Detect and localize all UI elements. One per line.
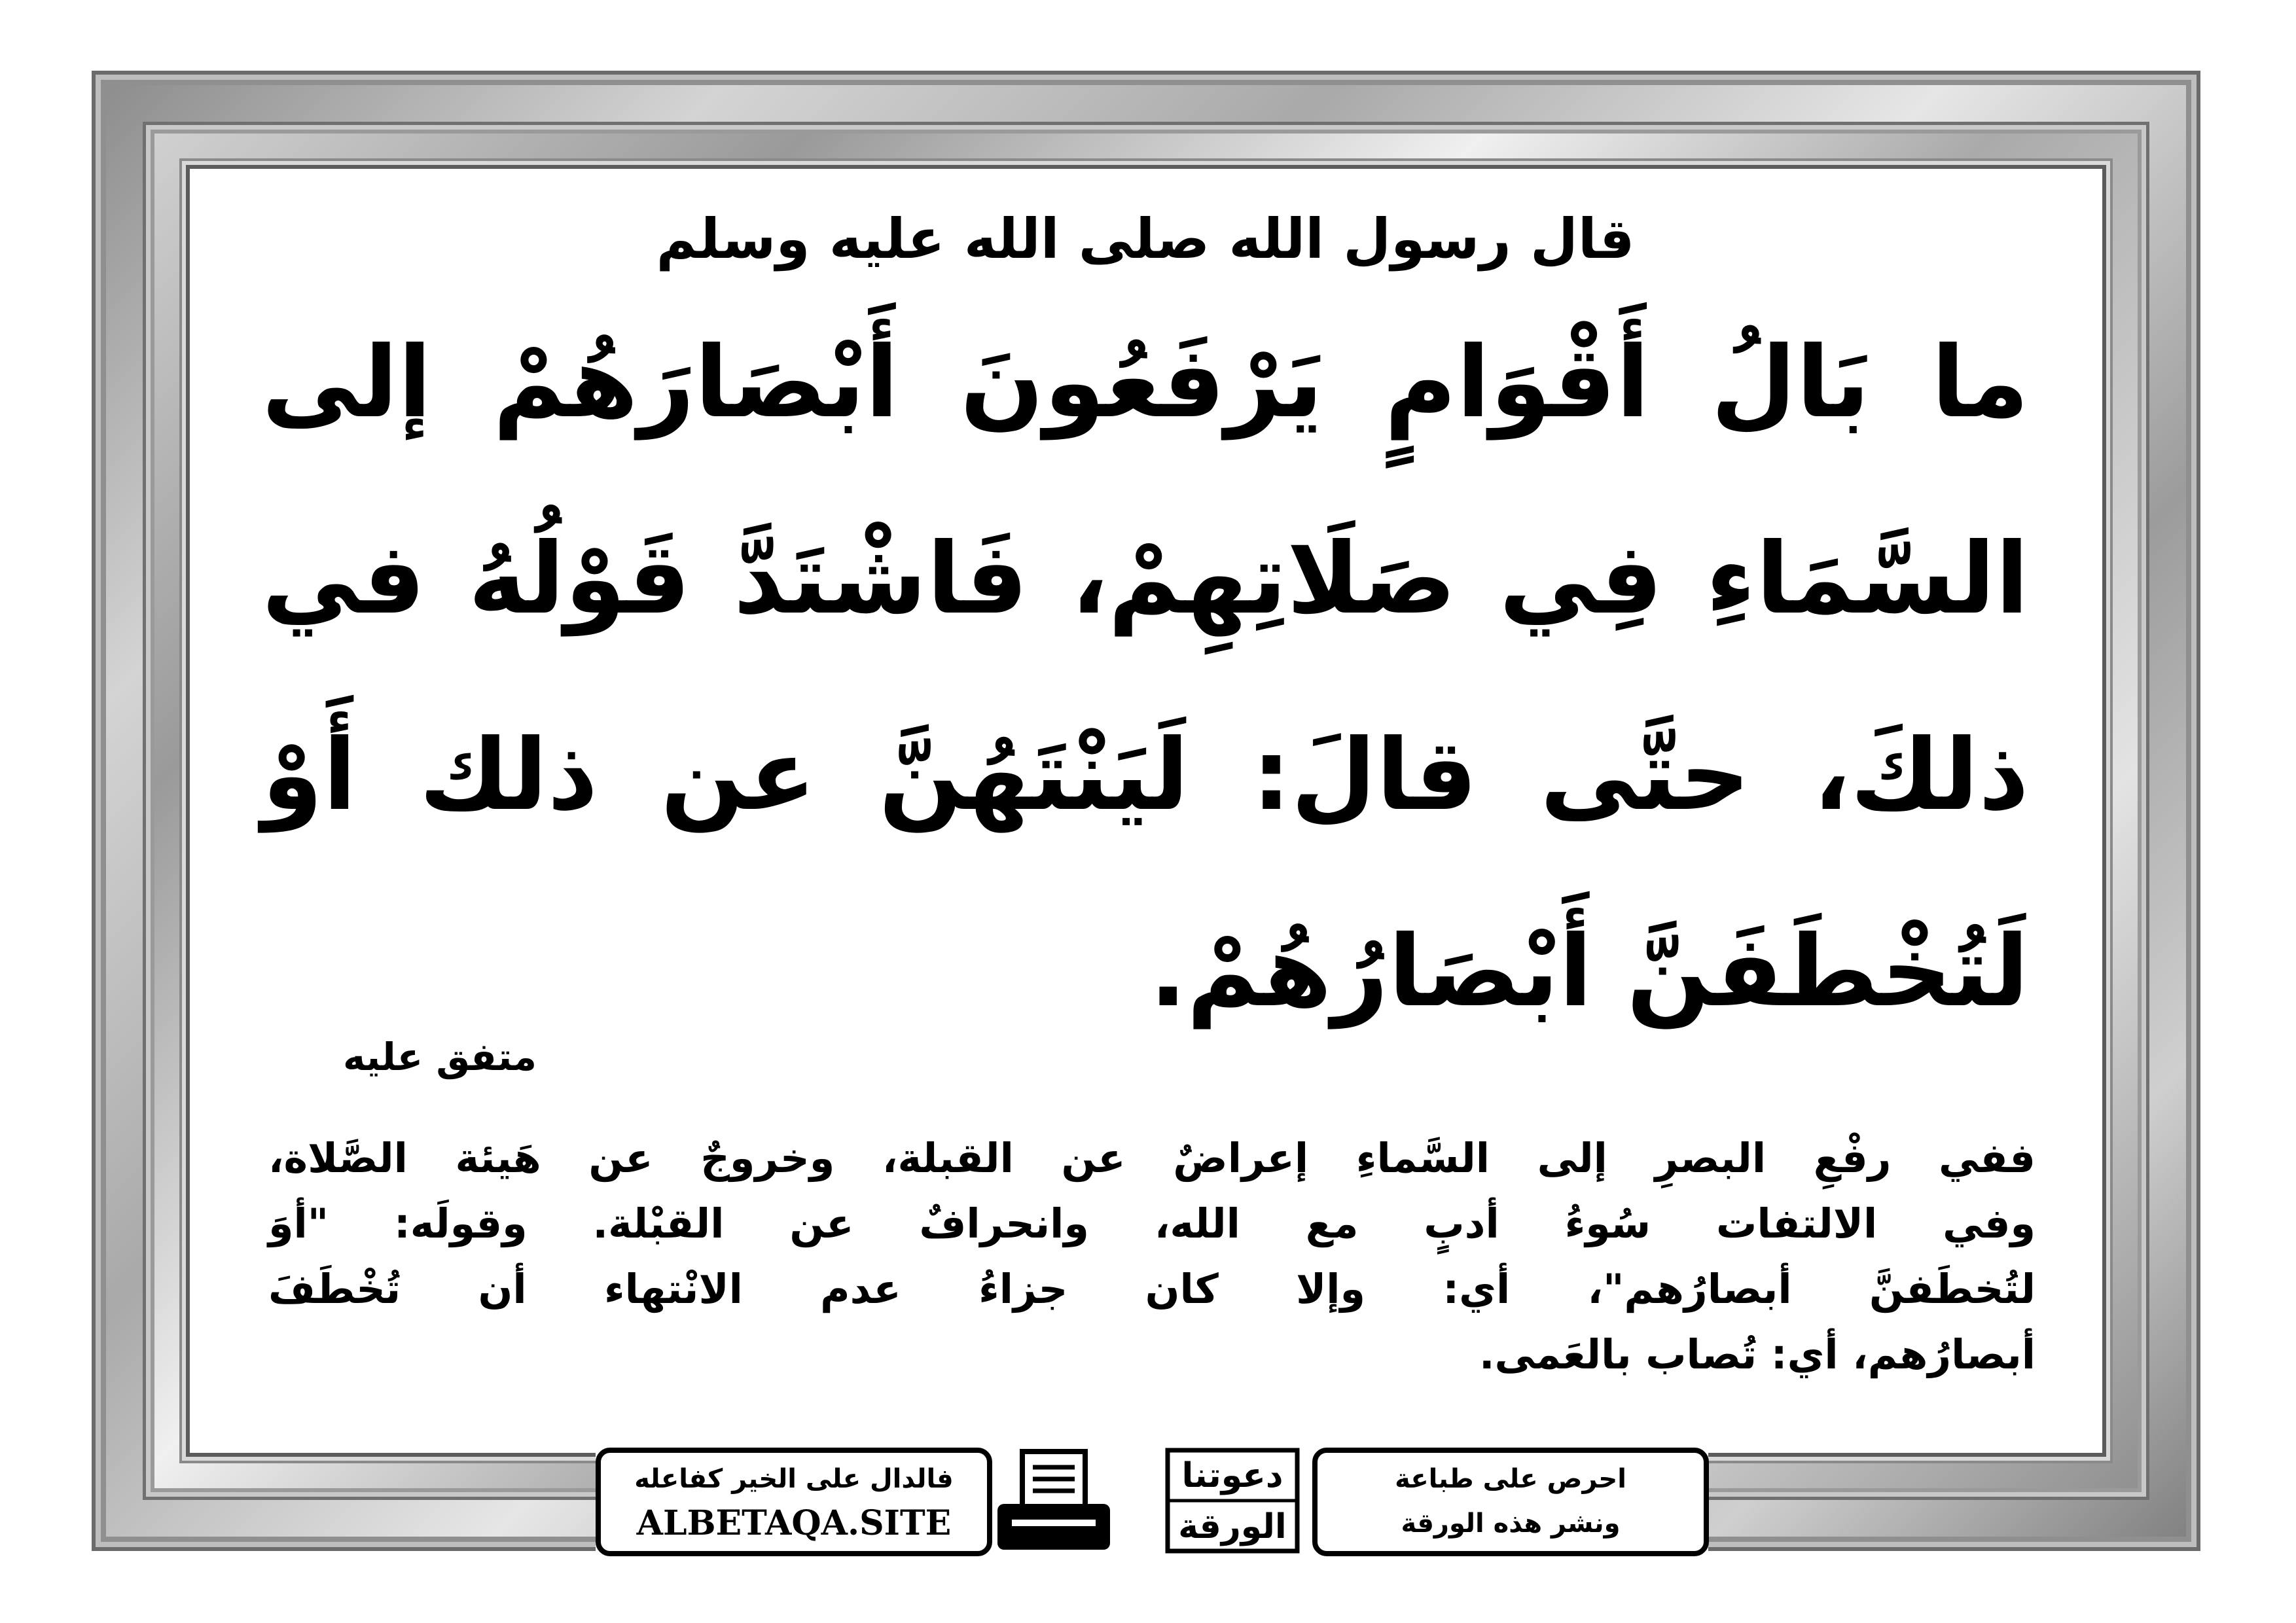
print-reminder-line-2: ونشر هذه الورقة xyxy=(1401,1508,1621,1539)
commentary-text xyxy=(268,1126,2036,1427)
hadith-line-3: ذلكَ، حتَّى قالَ: لَيَنْتَهُنَّ عن ذلك أَوْ xyxy=(262,719,2029,832)
website-url[interactable]: ALBETAQA.SITE xyxy=(636,1503,952,1543)
commentary-line-1: ففي رفْعِ البصرِ إلى السَّماءِ إعراضٌ عن القبلة، وخروجٌ عن هَيئة الصَّلاة، xyxy=(268,1134,2036,1182)
print-reminder-box xyxy=(1312,1448,1709,1556)
logo-text-top: دعوتنا xyxy=(1181,1456,1283,1495)
website-slogan: فالدال على الخير كفاعله xyxy=(634,1464,954,1494)
logo-text-bottom: الورقة xyxy=(1178,1507,1287,1546)
hadith-line-2: السَّمَاءِ فِي صَلَاتِهِمْ، فَاشْتَدَّ قَوْلُهُ في xyxy=(262,522,2029,636)
hadith-text xyxy=(262,301,2029,1119)
page-title: قال رسول الله صلى الله عليه وسلم xyxy=(656,207,1635,271)
footer-bar xyxy=(596,1448,1708,1554)
hadith-line-4: لَتُخْطَفَنَّ أَبْصَارُهُمْ. xyxy=(1149,915,2029,1029)
commentary-line-3: لتُخطَفنَّ أبصارُهم"، أي: وإلا كان جزاءُ عدم الانْتهاء أن تُخْطَفَ xyxy=(268,1265,2036,1313)
hadith-source: متفق عليه xyxy=(343,1035,537,1079)
daawa-logo xyxy=(1164,1448,1301,1554)
print-reminder-line-1: احرص على طباعة xyxy=(1395,1464,1626,1494)
commentary-line-2: وفي الالتفات سُوءُ أدبٍ مع الله، وانحرافٌ عن القبْلة. وقولَه: "أوَ xyxy=(268,1200,2036,1247)
website-box xyxy=(596,1448,992,1556)
hadith-line-1: ما بَالُ أَقْوَامٍ يَرْفَعُونَ أَبْصَارَهُمْ إلى xyxy=(262,326,2029,440)
printer-icon xyxy=(995,1448,1113,1554)
commentary-line-4: أبصارُهم، أي: تُصاب بالعَمى. xyxy=(1479,1330,2036,1378)
